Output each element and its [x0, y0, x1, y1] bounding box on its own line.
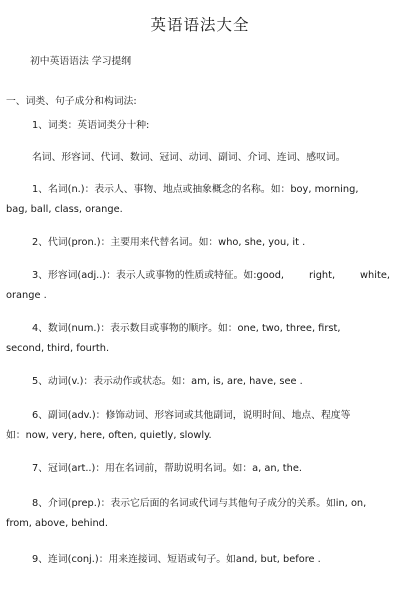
adjective-definition-text: 3、形容词(adj..)：表示人或事物的性质或特征。如:good, — [32, 270, 285, 281]
noun-definition: 1、名词(n.)：表示人、事物、地点或抽象概念的名称。如：boy, morning, — [32, 184, 359, 195]
adjective-examples: orange . — [6, 290, 47, 301]
item-heading: 1、词类：英语词类分十种: — [32, 120, 150, 131]
preposition-definition: 8、介词(prep.)：表示它后面的名词或代词与其他句子成分的关系。如in, on, — [32, 498, 367, 509]
document-subtitle: 初中英语语法 学习提纲 — [30, 56, 132, 67]
article-definition: 7、冠词(art..)：用在名词前，帮助说明名词。如：a, an, the. — [32, 463, 302, 474]
adjective-definition — [32, 269, 390, 283]
adjective-example-white: white, — [360, 270, 390, 281]
adjective-example-right: right, — [308, 270, 336, 281]
numeral-examples: second, third, fourth. — [6, 343, 110, 354]
section-heading: 一、词类、句子成分和构词法: — [6, 96, 137, 107]
preposition-examples: from, above, behind. — [6, 518, 109, 529]
adverb-definition: 6、副词(adv.)：修饰动词、形容词或其他副词，说明时间、地点、程度等 — [32, 410, 351, 421]
noun-examples: bag, ball, class, orange. — [6, 204, 123, 215]
document-title: 英语语法大全 — [150, 16, 250, 34]
adverb-examples: 如：now, very, here, often, quietly, slowly. — [6, 430, 212, 441]
word-classes-list: 名词、形容词、代词、数词、冠词、动词、副词、介词、连词、感叹词。 — [32, 152, 346, 163]
numeral-definition: 4、数词(num.)：表示数目或事物的顺序。如：one, two, three, first, — [32, 323, 341, 334]
pronoun-definition: 2、代词(pron.)：主要用来代替名词。如：who, she, you, it . — [32, 237, 306, 248]
conjunction-definition: 9、连词(conj.)：用来连接词、短语或句子。如and, but, before . — [32, 554, 321, 565]
verb-definition: 5、动词(v.)：表示动作或状态。如：am, is, are, have, see . — [32, 376, 303, 387]
